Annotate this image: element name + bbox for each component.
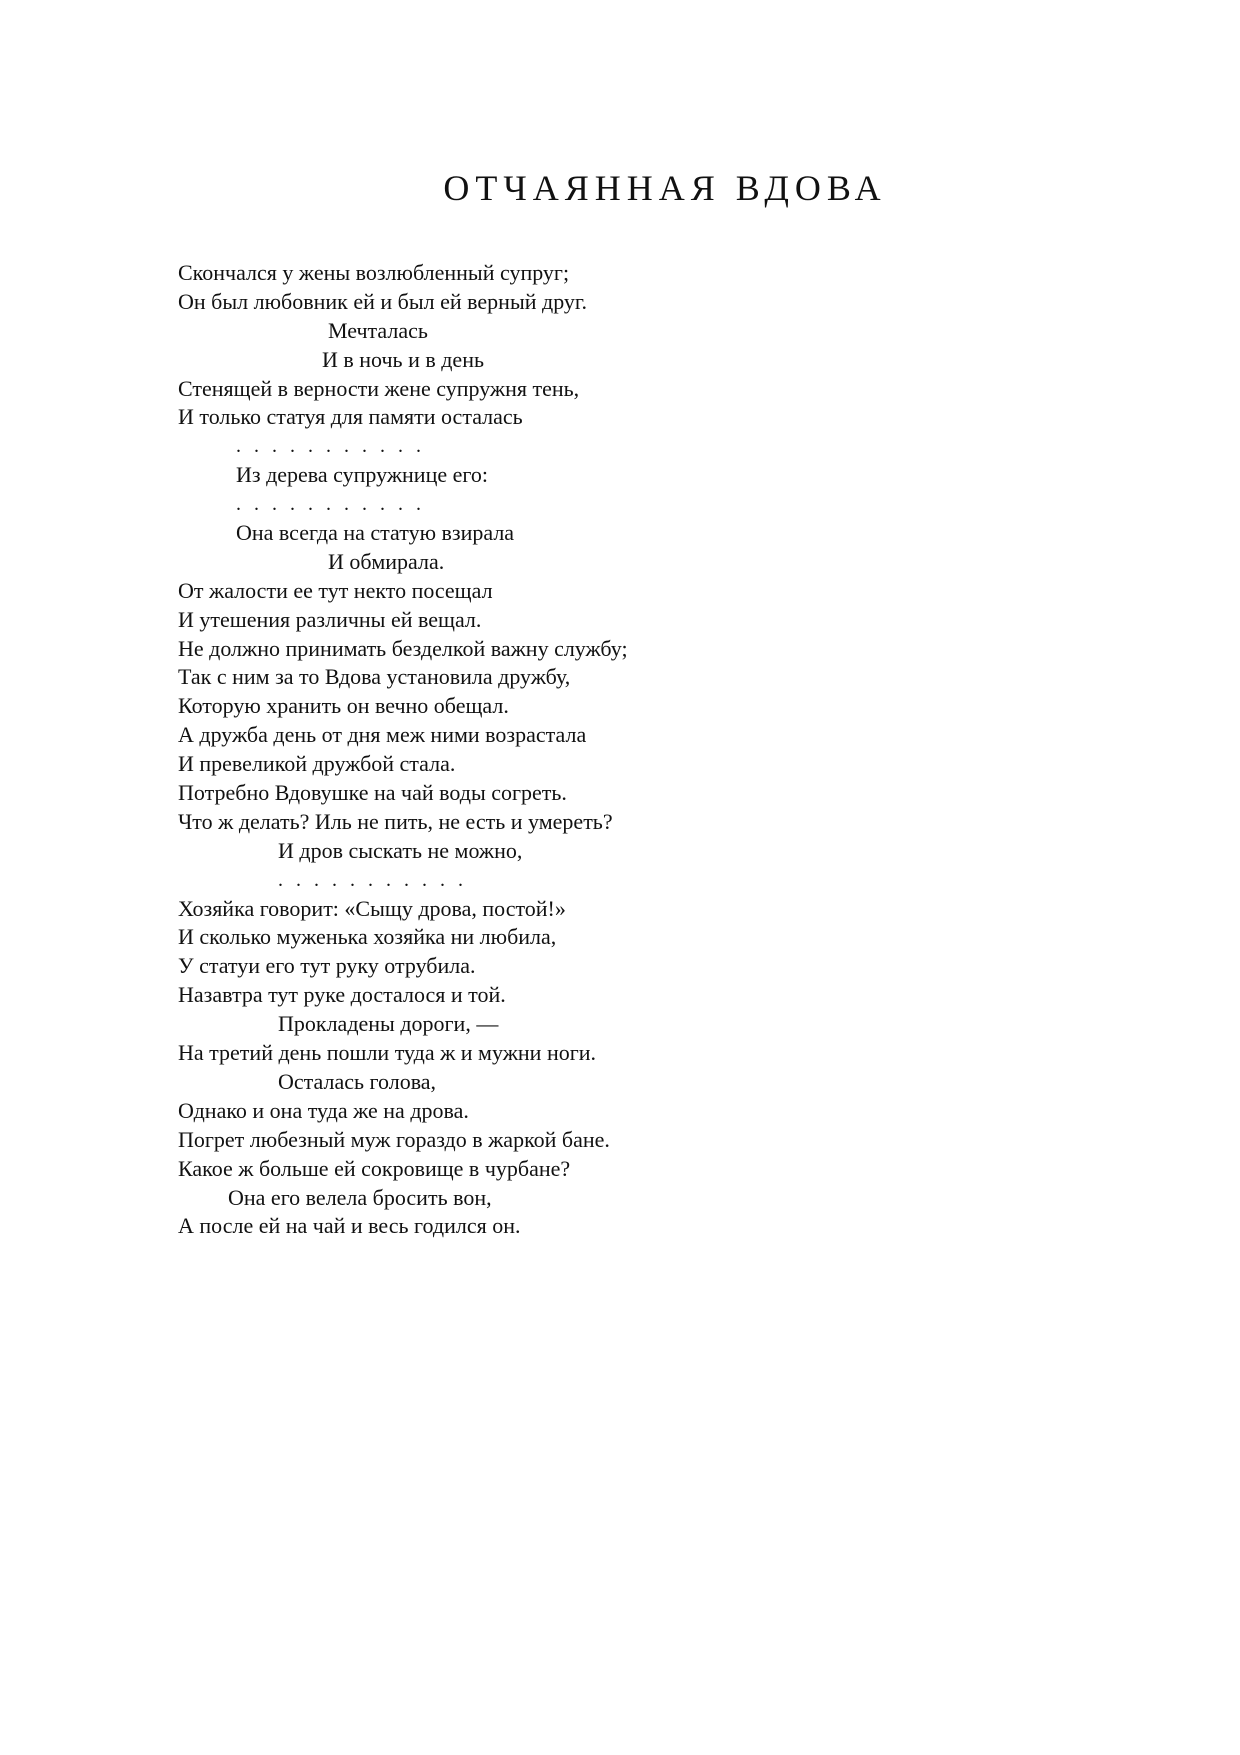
poem-line: Потребно Вдовушке на чай воды согреть. [178, 780, 567, 806]
poem-line: Она его велела бросить вон, [228, 1184, 492, 1210]
poem-line: И дров сыскать не можно, [278, 837, 523, 863]
poem-line: На третий день пошли туда ж и мужни ноги. [178, 1040, 597, 1066]
poem-line: А после ей на чай и весь годился он. [178, 1213, 521, 1239]
poem-line: У статуи его тут руку отрубила. [178, 953, 476, 979]
ellipsis-line: . . . . . . . . . . . [236, 493, 425, 516]
ellipsis-line: . . . . . . . . . . . [278, 868, 467, 891]
ellipsis-line: . . . . . . . . . . . [236, 435, 425, 458]
poem-line: И только статуя для памяти осталась [178, 404, 523, 430]
poem-line: Из дерева супружнице его: [236, 462, 488, 488]
poem-line: Какое ж больше ей сокровище в чурбане? [178, 1155, 571, 1181]
poem-line: Скончался у жены возлюбленный супруг; [178, 260, 570, 285]
poem-line: И сколько муженька хозяйка ни любила, [178, 924, 557, 950]
poem-line: От жалости ее тут некто посещал [178, 577, 493, 603]
poem-line: И утешения различны ей вещал. [178, 606, 482, 632]
poem-line: Осталась голова, [278, 1068, 437, 1094]
poem-line: Прокладены дороги, — [278, 1011, 499, 1037]
poem-line: Назавтра тут руке досталося и той. [178, 982, 506, 1008]
poem-line: Однако и она туда же на дрова. [178, 1097, 469, 1123]
poem-line: Не должно принимать безделкой важну службу; [178, 635, 628, 661]
poem-line: Стенящей в верности жене супружня тень, [178, 375, 580, 401]
poem-line: И превеликой дружбой стала. [178, 751, 456, 777]
poem-body [178, 259, 1078, 1241]
poem-line: Так с ним за то Вдова установила дружбу, [178, 664, 571, 690]
poem-title: ОТЧАЯННАЯ ВДОВА [443, 168, 887, 208]
poem-line: Что ж делать? Иль не пить, не есть и умереть? [178, 808, 613, 834]
poem-line: Он был любовник ей и был ей верный друг. [178, 288, 587, 314]
poem-line: Мечталась [328, 317, 428, 343]
poem-line: И обмирала. [328, 548, 445, 574]
poem-line: Погрет любезный муж гораздо в жаркой бане. [178, 1126, 610, 1152]
poem-line: Она всегда на статую взирала [236, 520, 515, 546]
poem-line: А дружба день от дня меж ними возрастала [178, 722, 587, 748]
poem-line: И в ночь и в день [322, 346, 485, 372]
poem-line: Хозяйка говорит: «Сыщу дрова, постой!» [178, 895, 566, 921]
poem-line: Которую хранить он вечно обещал. [178, 693, 509, 719]
